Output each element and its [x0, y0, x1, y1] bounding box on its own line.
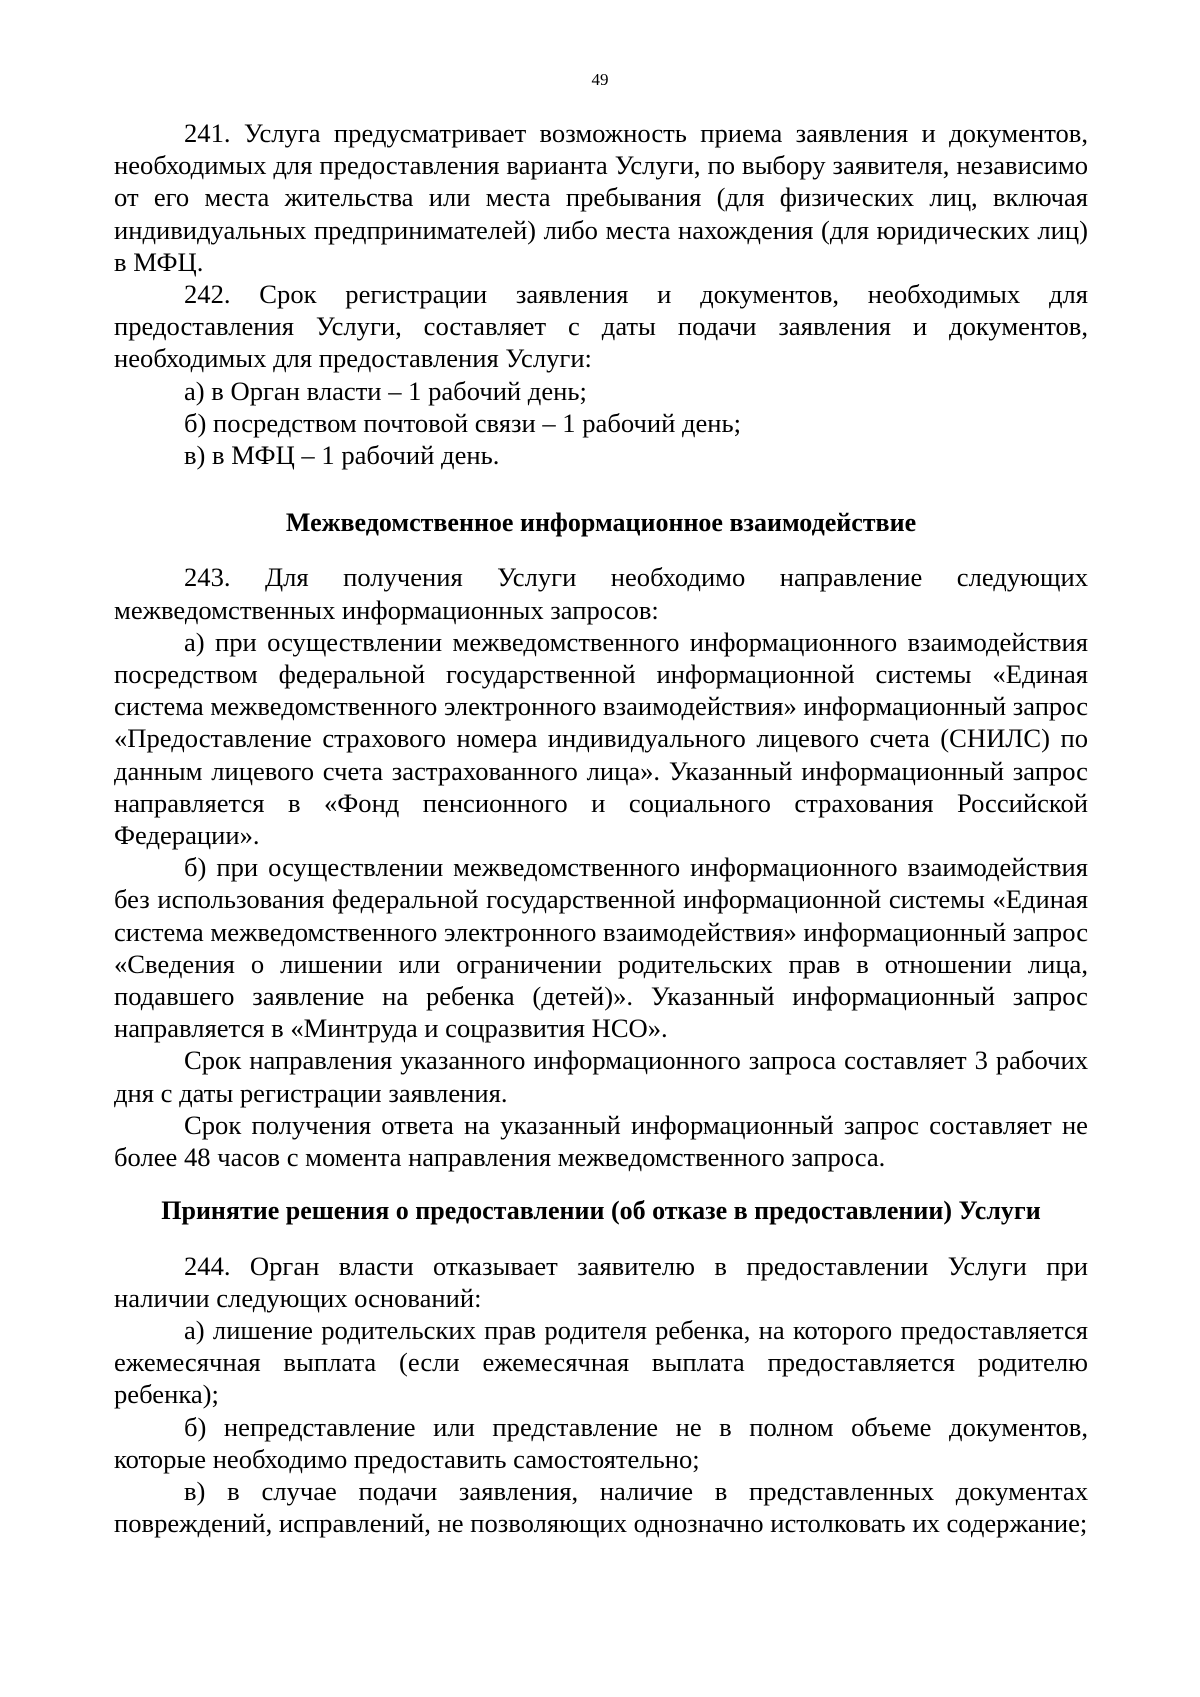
paragraph-243-b: б) при осуществлении межведомственного информационного взаимодействия без использования федеральной государственной информационной системы «Единая система межведомственного электронного взаимодействия» информационный запрос «Сведения о лишении или ограничении родительских прав в отношении лица, подавшего заявление на ребенка (детей)». Указанный информационный запрос направляется в «Минтруда и соцразвития НСО».	[114, 852, 1088, 1044]
paragraph-243: 243. Для получения Услуги необходимо направление следующих межведомственных информационных запросов:	[114, 562, 1088, 625]
page-number: 49	[591, 70, 609, 89]
paragraph-242: 242. Срок регистрации заявления и документов, необходимых для предоставления Услуги, составляет с даты подачи заявления и документов, необходимых для предоставления Услуги:	[114, 279, 1088, 374]
paragraph-243-a: а) при осуществлении межведомственного информационного взаимодействия посредством федеральной государственной информационной системы «Единая система межведомственного электронного взаимодействия» информационный запрос «Предоставление страхового номера индивидуального лицевого счета (СНИЛС) по данным лицевого счета застрахованного лица». Указанный информационный запрос направляется в «Фонд пенсионного и социального страхования Российской Федерации».	[114, 626, 1088, 851]
paragraph-244: 244. Орган власти отказывает заявителю в предоставлении Услуги при наличии следующих оснований:	[114, 1250, 1088, 1313]
paragraph-request-deadline: Срок направления указанного информационного запроса составляет 3 рабочих дня с даты регистрации заявления.	[114, 1045, 1088, 1108]
spacer	[114, 471, 1088, 507]
section-heading-interagency: Межведомственное информационное взаимодействие	[285, 508, 917, 538]
paragraph-244-c: в) в случае подачи заявления, наличие в представленных документах повреждений, исправлений, не позволяющих однозначно истолковать их содержание;	[114, 1475, 1088, 1539]
paragraph-244-a: а) лишение родительских прав родителя ребенка, на которого предоставляется ежемесячная выплата (если ежемесячная выплата предоставляется родителю ребенка);	[114, 1314, 1088, 1410]
paragraph-242-a: а) в Орган власти – 1 рабочий день;	[184, 375, 587, 406]
spacer	[114, 1173, 1088, 1195]
paragraph-244-b: б) непредставление или представление не в полном объеме документов, которые необходимо предоставить самостоятельно;	[114, 1411, 1088, 1474]
paragraph-response-deadline: Срок получения ответа на указанный информационный запрос составляет не более 48 часов с момента направления межведомственного запроса.	[114, 1109, 1088, 1173]
section-heading-decision: Принятие решения о предоставлении (об отказе в предоставлении) Услуги	[161, 1196, 1041, 1226]
document-body	[114, 117, 1088, 1539]
paragraph-242-c: в) в МФЦ – 1 рабочий день.	[184, 440, 500, 471]
paragraph-241: 241. Услуга предусматривает возможность приема заявления и документов, необходимых для предоставления варианта Услуги, по выбору заявителя, независимо от его места жительства или места пребывания (для физических лиц, включая индивидуальных предпринимателей) либо места нахождения (для юридических лиц) в МФЦ.	[114, 118, 1088, 277]
spacer	[114, 539, 1088, 561]
spacer	[114, 1228, 1088, 1250]
paragraph-242-b: б) посредством почтовой связи – 1 рабочий день;	[184, 407, 742, 438]
